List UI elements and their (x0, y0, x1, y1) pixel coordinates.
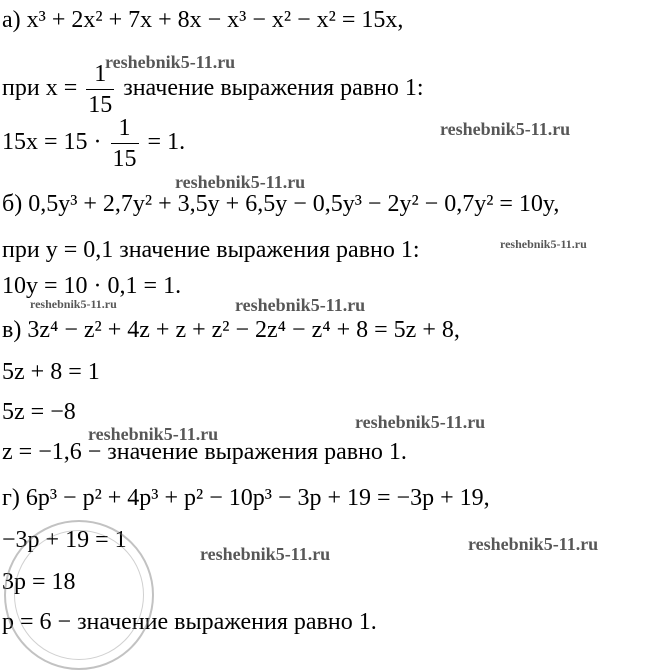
part-g-line1-text: −3p + 19 = 1 (2, 527, 127, 553)
part-v-equation (2, 318, 460, 342)
part-g-equation-text: г) 6p³ − p² + 4p³ + p² − 10p³ − 3p + 19 = −3p + 19, (2, 485, 490, 511)
fraction-numerator: 1 (118, 115, 131, 141)
watermark: reshebnik5-11.ru (235, 295, 366, 315)
part-v-line1-text: 5z + 8 = 1 (2, 359, 100, 385)
part-g-line2-text: 3p = 18 (2, 569, 76, 595)
part-v-equation-text: в) 3z⁴ − z² + 4z + z + z² − 2z⁴ − z⁴ + 8 = 5z + 8, (2, 317, 460, 343)
part-b-equation (2, 192, 559, 216)
part-b-calculation (2, 274, 181, 298)
part-a-equation (2, 8, 403, 32)
part-a-condition-suffix: значение выражения равно 1: (123, 75, 424, 102)
watermark: reshebnik5-11.ru (355, 412, 486, 432)
fraction-numerator: 1 (94, 61, 107, 87)
part-v-line2-text: 5z = −8 (2, 399, 76, 425)
part-v-line3-text: z = −1,6 − значение выражения равно 1. (2, 439, 407, 465)
fraction-denominator: 15 (111, 143, 139, 171)
part-a-calc-suffix: = 1. (147, 129, 186, 156)
watermark: reshebnik5-11.ru (105, 52, 236, 72)
part-a-calc-fraction (111, 116, 139, 171)
watermark: reshebnik5-11.ru (440, 119, 571, 139)
part-a-equation-text: а) x³ + 2x² + 7x + 8x − x³ − x² − x² = 15x, (2, 7, 404, 33)
part-a-condition-prefix: при x = (2, 75, 78, 102)
watermark: reshebnik5-11.ru (200, 544, 331, 564)
watermark: reshebnik5-11.ru (468, 534, 599, 554)
part-g-equation (2, 486, 490, 510)
part-b-calculation-text: 10y = 10 · 0,1 = 1. (2, 273, 182, 299)
part-a-calculation (2, 116, 185, 171)
part-v-line2 (2, 400, 76, 424)
watermark: reshebnik5-11.ru (88, 424, 219, 444)
fraction-denominator: 15 (86, 89, 114, 117)
watermark: reshebnik5-11.ru (500, 237, 587, 251)
part-b-equation-text: б) 0,5y³ + 2,7y² + 3,5y + 6,5y − 0,5y³ − 2y² − 0,7y² = 10y, (2, 191, 560, 217)
part-g-line3-text: p = 6 − значение выражения равно 1. (2, 609, 377, 635)
part-b-condition-text: при y = 0,1 значение выражения равно 1: (2, 237, 420, 263)
watermark: reshebnik5-11.ru (175, 172, 306, 192)
part-a-calc-prefix: 15x = 15 · (2, 129, 102, 156)
watermark-seal (4, 520, 154, 670)
part-b-condition (2, 238, 420, 262)
part-v-line1 (2, 360, 100, 384)
watermark: reshebnik5-11.ru (30, 297, 117, 311)
